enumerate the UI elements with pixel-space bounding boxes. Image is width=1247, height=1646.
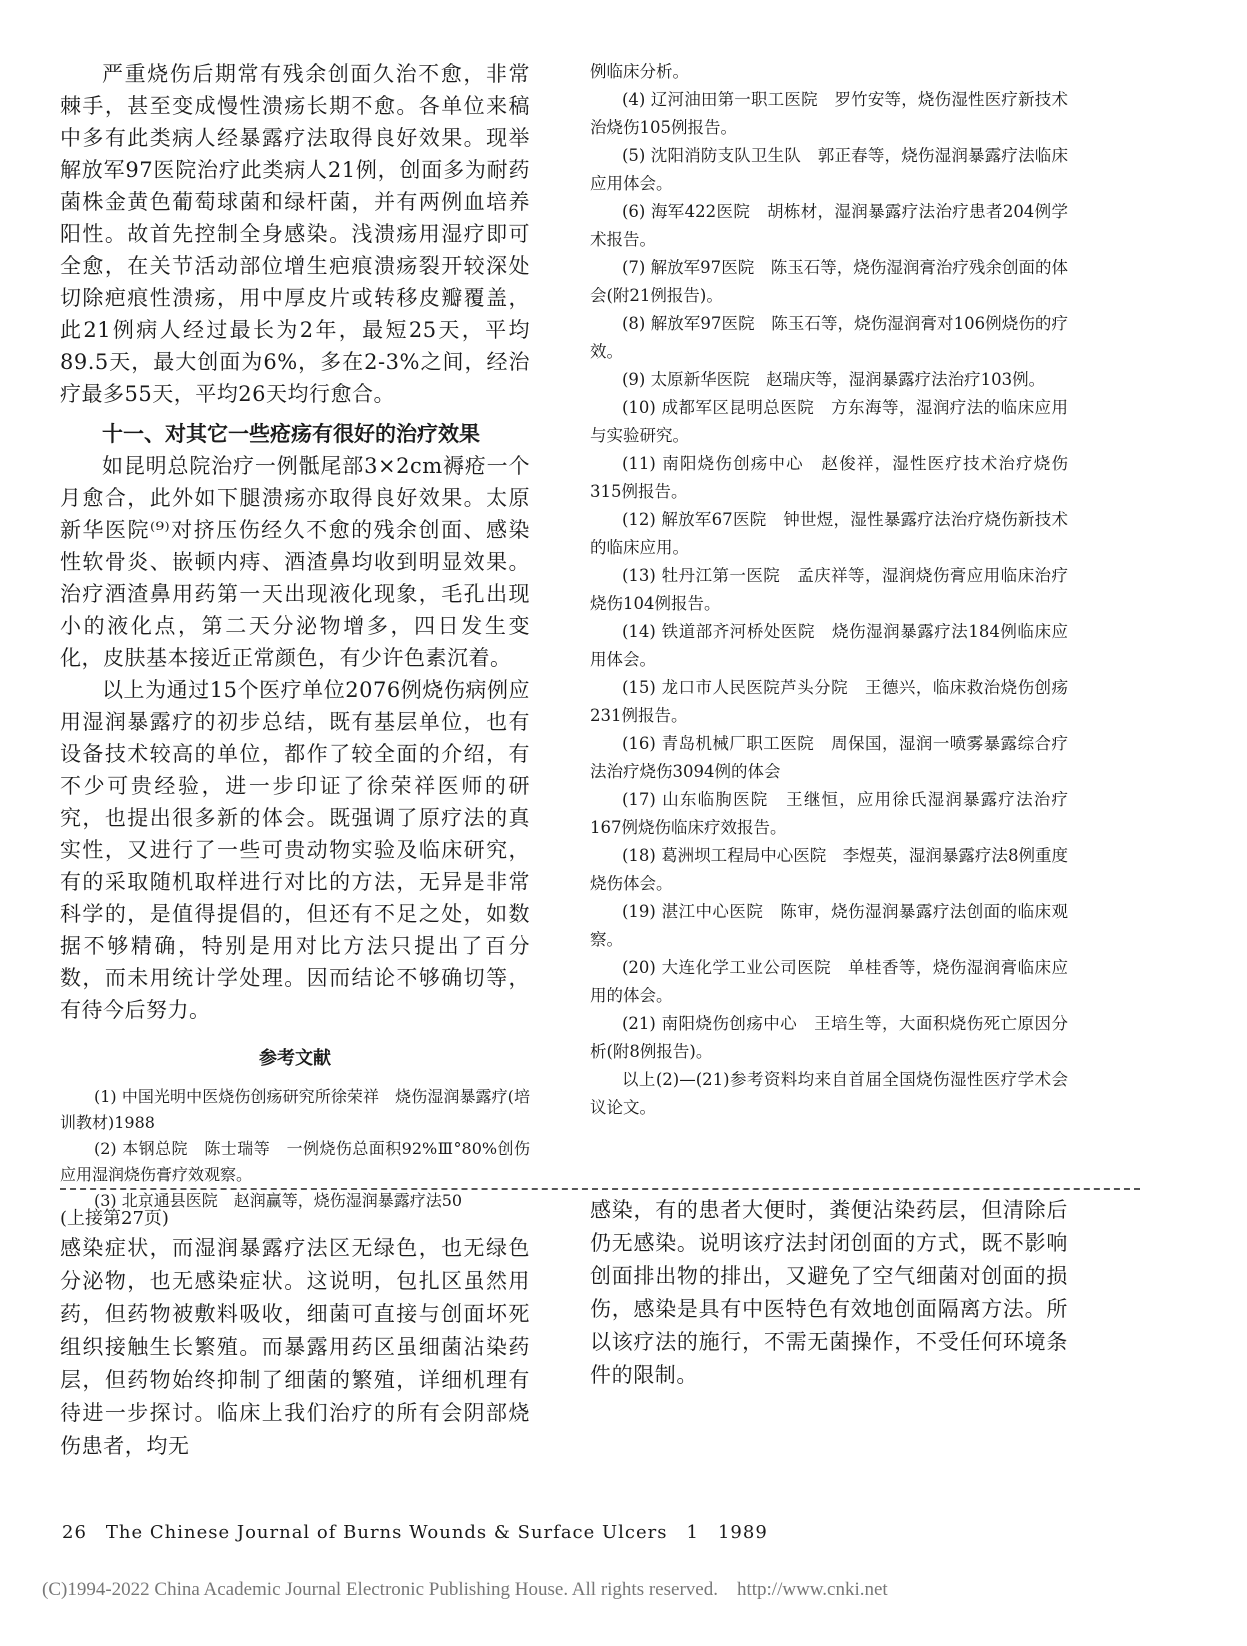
copyright-notice: (C)1994-2022 China Academic Journal Electronic Publishing House. All rights reserved. http://www.cnki.net: [42, 1579, 888, 1600]
reference-item: (10) 成都军区昆明总医院 方东海等，湿润疗法的临床应用与实验研究。: [590, 398, 1068, 445]
reference-item: (16) 青岛机械厂职工医院 周保国，湿润一喷雾暴露综合疗法治疗烧伤3094例的体会: [590, 734, 1068, 781]
references-heading: 参考文献: [259, 1048, 331, 1069]
reference-item: (19) 湛江中心医院 陈审，烧伤湿润暴露疗法创面的临床观察。: [590, 902, 1068, 949]
page-footer: 26 The Chinese Journal of Burns Wounds & Surface Ulcers 1 1989: [62, 1522, 768, 1543]
reference-item: (11) 南阳烧伤创疡中心 赵俊祥，湿性医疗技术治疗烧伤315例报告。: [590, 454, 1068, 501]
reference-item: (14) 铁道部齐河桥处医院 烧伤湿润暴露疗法184例临床应用体会。: [590, 622, 1068, 669]
left-column: [60, 58, 530, 1214]
reference-item: (7) 解放军97医院 陈玉石等，烧伤湿润膏治疗残余创面的体会(附21例报告)。: [590, 258, 1068, 305]
body-paragraph: 感染症状，而湿润暴露疗法区无绿色，也无绿色分泌物，也无感染症状。这说明，包扎区虽然用药，但药物被敷料吸收，细菌可直接与创面坏死组织接触生长繁殖。而暴露用药区虽细菌沾染药层，但药物始终抑制了细菌的繁殖，详细机理有待进一步探讨。临床上我们治疗的所有会阴部烧伤患者，均无: [60, 1236, 530, 1458]
reference-item: (3) 北京通县医院 赵润赢等，烧伤湿润暴露疗法50: [94, 1191, 463, 1210]
continued-left-column: [60, 1232, 530, 1463]
body-paragraph: 感染，有的患者大便时，粪便沾染药层，但清除后仍无感染。说明该疗法封闭创面的方式，既不影响创面排出物的排出，又避免了空气细菌对创面的损伤，感染是具有中医特色有效地创面隔离方法。所以该疗法的施行，不需无菌操作，不受任何环境条件的限制。: [590, 1198, 1068, 1387]
reference-item: 例临床分析。: [590, 62, 689, 81]
reference-item: (6) 海军422医院 胡栋材，湿润暴露疗法治疗患者204例学术报告。: [590, 202, 1068, 249]
section-divider: [60, 1188, 1140, 1190]
continued-right-column: [590, 1194, 1068, 1392]
reference-item: (1) 中国光明中医烧伤创疡研究所徐荣祥 烧伤湿润暴露疗(培训教材)1988: [60, 1087, 530, 1132]
right-column: [590, 58, 1068, 1122]
body-paragraph: 如昆明总院治疗一例骶尾部3×2cm褥疮一个月愈合，此外如下腿溃疡亦取得良好效果。太原新华医院⁽⁹⁾对挤压伤经久不愈的残余创面、感染性软骨炎、嵌顿内痔、酒渣鼻均收到明显效果。治疗酒渣鼻用药第一天出现液化现象，毛孔出现小的液化点，第二天分泌物增多，四日发生变化，皮肤基本接近正常颜色，有少许色素沉着。: [60, 454, 530, 670]
reference-item: (17) 山东临朐医院 王继恒，应用徐氏湿润暴露疗法治疗167例烧伤临床疗效报告。: [590, 790, 1068, 837]
reference-item: (9) 太原新华医院 赵瑞庆等，湿润暴露疗法治疗103例。: [622, 370, 1046, 389]
reference-item: (8) 解放军97医院 陈玉石等，烧伤湿润膏对106例烧伤的疗效。: [590, 314, 1068, 361]
reference-item: (5) 沈阳消防支队卫生队 郭正春等，烧伤湿润暴露疗法临床应用体会。: [590, 146, 1068, 193]
reference-item: (21) 南阳烧伤创疡中心 王培生等，大面积烧伤死亡原因分析(附8例报告)。: [590, 1014, 1068, 1061]
reference-item: 以上(2)—(21)参考资料均来自首届全国烧伤湿性医疗学术会议论文。: [590, 1070, 1068, 1117]
continued-label: (上接第27页): [60, 1208, 169, 1229]
reference-item: (18) 葛洲坝工程局中心医院 李煜英，湿润暴露疗法8例重度烧伤体会。: [590, 846, 1068, 893]
body-paragraph: 以上为通过15个医疗单位2076例烧伤病例应用湿润暴露疗的初步总结，既有基层单位，也有设备技术较高的单位，都作了较全面的介绍，有不少可贵经验，进一步印证了徐荣祥医师的研究，也提出很多新的体会。既强调了原疗法的真实性，又进行了一些可贵动物实验及临床研究，有的采取随机取样进行对比的方法，无异是非常科学的，是值得提倡的，但还有不足之处，如数据不够精确，特别是用对比方法只提出了百分数，而未用统计学处理。因而结论不够确切等，有待今后努力。: [60, 678, 530, 1022]
reference-item: (2) 本钢总院 陈士瑞等 一例烧伤总面积92%Ⅲ°80%创伤应用湿润烧伤膏疗效观察。: [60, 1139, 530, 1184]
reference-item: (4) 辽河油田第一职工医院 罗竹安等，烧伤湿性医疗新技术治烧伤105例报告。: [590, 90, 1068, 137]
body-paragraph: 严重烧伤后期常有残余创面久治不愈，非常棘手，甚至变成慢性溃疡长期不愈。各单位来稿中多有此类病人经暴露疗法取得良好效果。现举解放军97医院治疗此类病人21例，创面多为耐药菌株金黄色葡萄球菌和绿杆菌，并有两例血培养阳性。故首先控制全身感染。浅溃疡用湿疗即可全愈，在关节活动部位增生疤痕溃疡裂开较深处切除疤痕性溃疡，用中厚皮片或转移皮瓣覆盖，此21例病人经过最长为2年，最短25天，平均89.5天，最大创面为6%，多在2-3%之间，经治疗最多55天，平均26天均行愈合。: [60, 62, 530, 406]
reference-item: (12) 解放军67医院 钟世煜，湿性暴露疗法治疗烧伤新技术的临床应用。: [590, 510, 1068, 557]
reference-item: (20) 大连化学工业公司医院 单桂香等，烧伤湿润膏临床应用的体会。: [590, 958, 1068, 1005]
reference-item: (15) 龙口市人民医院芦头分院 王德兴，临床救治烧伤创疡231例报告。: [590, 678, 1068, 725]
reference-item: (13) 牡丹江第一医院 孟庆祥等，湿润烧伤膏应用临床治疗烧伤104例报告。: [590, 566, 1068, 613]
section-heading: 十一、对其它一些疮疡有很好的治疗效果: [102, 422, 480, 446]
